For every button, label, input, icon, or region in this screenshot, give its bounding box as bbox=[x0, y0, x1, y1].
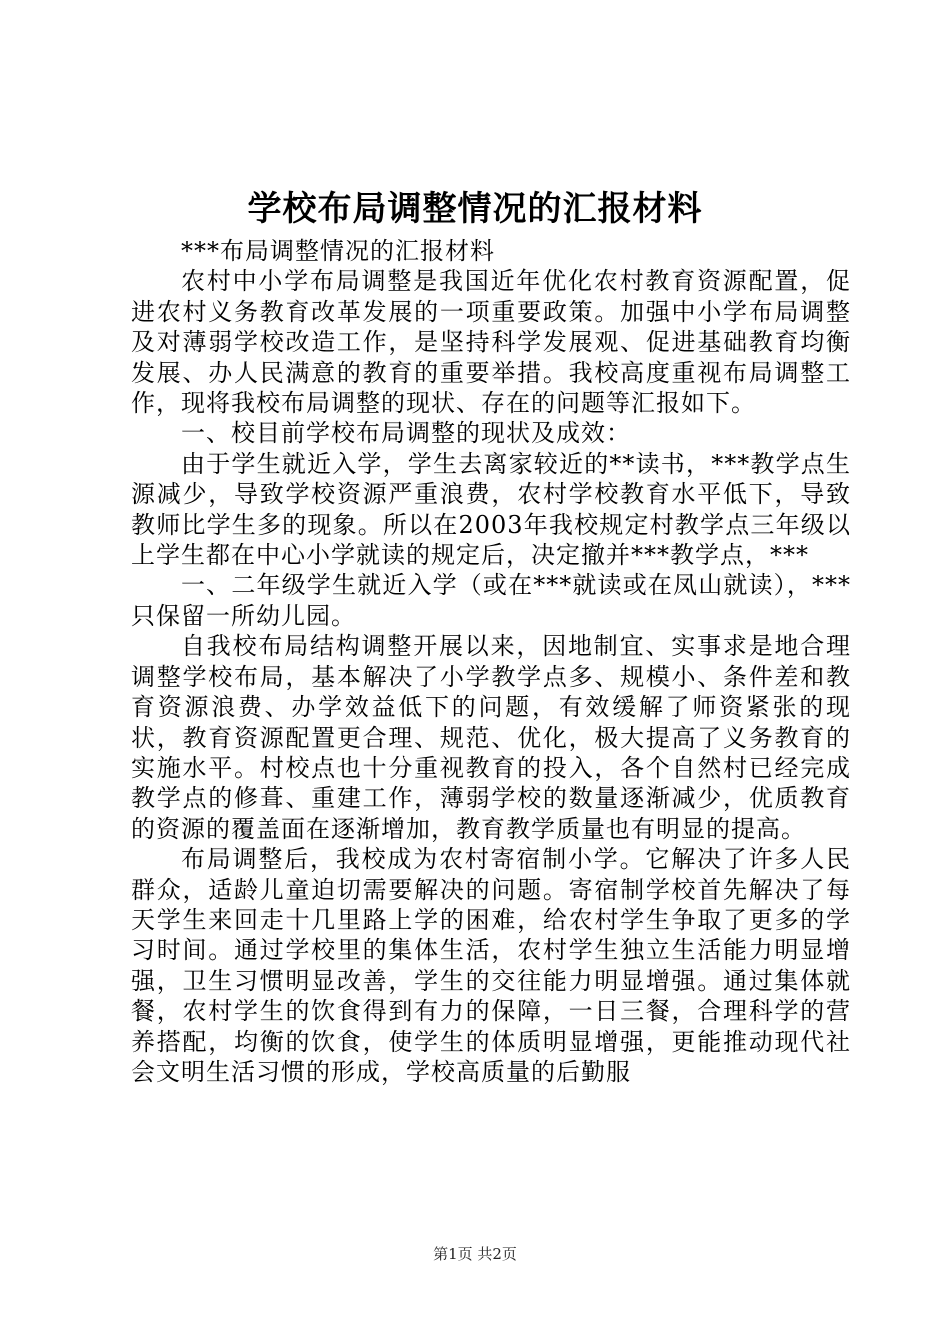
body-paragraph: 布局调整后，我校成为农村寄宿制小学。它解决了许多人民群众，适龄儿童迫切需要解决的问题。寄宿制学校首先解决了每天学生来回走十几里路上学的困难，给农村学生争取了更多的学习时间。通过学校里的集体生活，农村学生独立生活能力明显增强，卫生习惯明显改善，学生的交往能力明显增强。通过集体就餐，农村学生的饮食得到有力的保障，一日三餐，合理科学的营养搭配，均衡的饮食，使学生的体质明显增强，更能推动现代社会文明生活习惯的形成，学校高质量的后勤服 bbox=[131, 845, 851, 1086]
body-paragraph: 由于学生就近入学，学生去离家较近的**读书，***教学点生源减少，导致学校资源严重浪费，农村学校教育水平低下，导致教师比学生多的现象。所以在2003年我校规定村教学点三年级以上学生都在中心小学就读的规定后，决定撤并***教学点，*** bbox=[131, 449, 851, 570]
body-paragraph: 自我校布局结构调整开展以来，因地制宜、实事求是地合理调整学校布局，基本解决了小学教学点多、规模小、条件差和教育资源浪费、办学效益低下的问题，有效缓解了师资紧张的现状，教育资源配置更合理、规范、优化，极大提高了义务教育的实施水平。村校点也十分重视教育的投入，各个自然村已经完成教学点的修葺、重建工作，薄弱学校的数量逐渐减少，优质教育的资源的覆盖面在逐渐增加，教育教学质量也有明显的提高。 bbox=[131, 632, 851, 843]
document-body bbox=[131, 236, 851, 1087]
subtitle-paragraph: ***布局调整情况的汇报材料 bbox=[181, 237, 495, 265]
section-heading: 一、校目前学校布局调整的现状及成效： bbox=[181, 419, 631, 448]
document-title: 学校布局调整情况的汇报材料 bbox=[247, 189, 703, 229]
body-paragraph: 一、二年级学生就近入学（或在***就读或在凤山就读），***只保留一所幼儿园。 bbox=[131, 571, 851, 630]
intro-paragraph: 农村中小学布局调整是我国近年优化农村教育资源配置，促进农村义务教育改革发展的一项重要政策。加强中小学布局调整及对薄弱学校改造工作，是坚持科学发展观、促进基础教育均衡发展、办人民满意的教育的重要举措。我校高度重视布局调整工作，现将我校布局调整的现状、存在的问题等汇报如下。 bbox=[131, 267, 851, 418]
page-footer: 第1页 共2页 bbox=[433, 1245, 517, 1263]
